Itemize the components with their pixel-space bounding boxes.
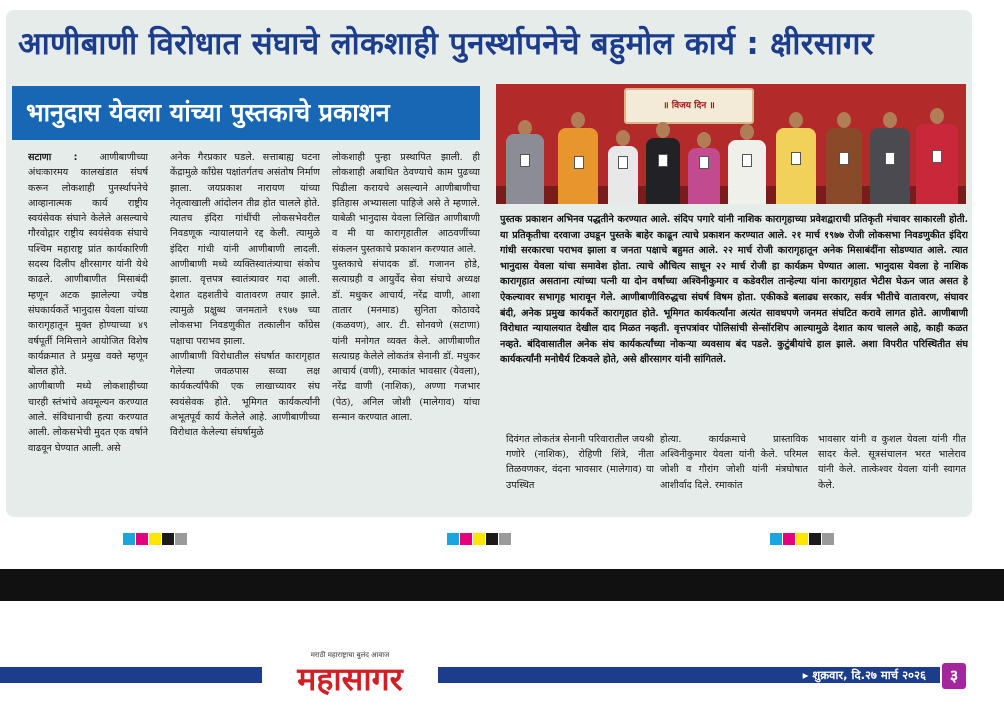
person-9 (870, 108, 910, 204)
person-3 (608, 126, 638, 204)
registration-swatch (175, 533, 187, 545)
registration-swatch (447, 533, 459, 545)
article-column-1 (28, 150, 148, 504)
person-4 (646, 118, 680, 204)
issue-date: ▸ शुक्रवार, दि.२७ मार्च २०२६ (802, 668, 926, 682)
registration-marks (770, 533, 834, 545)
masthead-tagline: मराठी महाराष्ट्राचा बुलंद आवाज (310, 651, 390, 659)
column-1-text: आणीबाणीच्या अंधःकारमय कालखंडात संघर्ष करून लोकशाही पुनर्स्थापनेचे आव्हानात्मक कार्य राष्ट्रीय स्वयंसेवक संघाने केलेले असल्याचे गौरवोद्गार राष्ट्रीय स्वयंसेवक संघाचे पश्चिम महाराष्ट्र प्रांत कार्यकारिणी सदस्य दिलीप क्षीरसागर यांनी येथे काढले. आणीबाणीत मिसाबंदी म्हणून अटक झालेल्या ज्येष्ठ संघकार्यकर्ते भानुदास येवला यांच्या कारागृहातून मुक्त होण्याच्या ४९ वर्षपूर्ती निमित्ताने आयोजित विशेष कार्यक्रमात ते प्रमुख वक्ते म्हणून बोलत होते. आणीबाणी मध्ये लोकशाहीच्या चारही स्तंभांचे अवमूल्यन करण्यात आले. संविधानाची हत्या करण्यात आली. लोकसभेची मुदत एक वर्षाने वाढवून घेण्यात आली. असे (28, 152, 148, 454)
registration-swatch (499, 533, 511, 545)
registration-marks (447, 533, 511, 545)
registration-swatch (136, 533, 148, 545)
photo-caption-text: पुस्तक प्रकाशन अभिनव पद्धतीने करण्यात आले. संदिप पगारे यांनी नाशिक कारागृहाच्या प्रवेशद्वाराची प्रतिकृती मंचावर साकारली होती. या प्रतिकृतीचा दरवाजा उघडून पुस्तके बाहेर काढून त्याचे प्रकाशन करण्यात आले. २१ मार्च १९७७ रोजी लोकसभा निवडणुकीत इंदिरा गांधी सरकारचा पराभव झाला व जनता पक्षाचे बहुमत आले. २२ मार्च रोजी कारागृहातून अनेक मिसाबंदींना सोडण्यात आले. त्यात भानुदास येवला यांचा समावेश होता. त्याचे औचित्य साधून २२ मार्च रोजी हा कार्यक्रम घेण्यात आला. भानुदास येवला हे नाशिक कारागृहात असताना त्यांच्या पत्नी या दोन वर्षांच्या अश्विनीकुमार व कडेवरील तान्हेल्या यांना कारागृहात भेटीस घेऊन जात असत हे ऐकल्यावर सभागृह भारावून गेले. आणीबाणीविरुद्धचा संघर्ष विषम होता. एकीकडे बलाढ्य सरकार, सर्वत्र भीतीचे वातावरण, संघावर बंदी, अनेक प्रमुख कार्यकर्ते कारागृहात होते. भूमिगत कार्यकर्त्यांना अत्यंत सावधपणे जनमत संघटित करावे लागत होते. आणीबाणी विरोधात न्यायालयात देखील दाद मिळत नव्हती. वृत्तपत्रांवर पोलिसांची सेन्सॉरशिप आल्यामुळे देशात काय चालले आहे, काही कळत नव्हते. बंदिवासातील अनेक संघ कार्यकर्त्यांच्या नोकऱ्या व्यवसाय बंद पडले. कुटुंबीयांचे हाल झाले. अशा विपरीत परिस्थितीत संघ कार्यकर्त्यांनी मनोधैर्य टिकवले होते, असे क्षीरसागर यांनी सांगितले. (500, 214, 968, 366)
black-band (0, 569, 1004, 601)
article-column-3: लोकशाही पुन्हा प्रस्थापित झाली. ही लोकशाही अबाधित ठेवण्याचे काम पुढच्या पिढीला करायचे असल्याने आणीबाणीचा इतिहास अभ्यासला पाहिजे असे ते म्हणाले. याबेळी भानुदास येवला लिखित आणीबाणी व मी या कारागृहातील आठवणींच्या संकलन पुस्तकाचे प्रकाशन करण्यात आले. पुस्तकाचे संपादक डॉ. गजानन होडे, सत्याग्रही व आयुर्वेद सेवा संघाचे अध्यक्ष डॉ. मधुकर आचार्य, नरेंद्र वाणी, आशा तातार (मनमाड) सुनिता कोठावदे (कळवण), आर. टी. सोनवणे (सटाणा) यांनी मनोगत व्यक्त केले. आणीबाणीत सत्याग्रह केलेले लोकतंत्र सेनानी डॉ. मधुकर आचार्य (वणी), रमाकांत भावसार (येवला), नरेंद्र वाणी (नाशिक), अण्णा गजभार (पेठ), अनिल जोशी (मालेगाव) यांचा सन्मान करण्यात आला. (332, 152, 480, 424)
masthead-title: महासागर (297, 660, 403, 698)
registration-marks (123, 533, 187, 545)
person-1 (506, 114, 544, 204)
registration-swatch (796, 533, 808, 545)
registration-swatch (149, 533, 161, 545)
registration-swatch (822, 533, 834, 545)
event-photo (496, 84, 966, 204)
registration-swatch (486, 533, 498, 545)
registration-swatch (460, 533, 472, 545)
person-5 (688, 128, 720, 204)
person-2 (558, 108, 598, 204)
person-7 (776, 108, 816, 204)
registration-swatch (783, 533, 795, 545)
registration-swatch (770, 533, 782, 545)
bottom-column-2: होत्या. कार्यक्रमाचे प्रास्ताविक अश्विनीकुमार येवला यांनी केले. परिमल जोशी व गौरांग जोशी यांनी मंत्रघोषात आशीर्वाद दिले. रमाकांत (660, 434, 808, 491)
bottom-column-3: भावसार यांनी व कुशल येवला यांनी गीत सादर केले. सूत्रसंचालन भरत भालेराव यांनी केले. तात्केश्वर येवला यांनी स्वागत केले. (818, 434, 966, 491)
photo-banner: ॥ विजय दिन ॥ (624, 88, 754, 124)
subheadline: भानुदास येवला यांच्या पुस्तकाचे प्रकाशन (12, 86, 480, 140)
dateline: सटाणा : (28, 152, 78, 163)
article-column-2: अनेक गैरप्रकार घडले. सत्ताबाह्य घटना केंद्रामुळे काँग्रेस पक्षांतर्गतच असंतोष निर्माण झाला. जयप्रकाश नारायण यांच्या नेतृत्वाखाली आंदोलन तीव्र होत चालले होते. त्यातच इंदिरा गांधींची लोकसभेवरील निवडणूक न्यायालयाने रद्द केली. त्यामुळे इंदिरा गांधी यांनी आणीबाणी लादली. आणीबाणी मध्ये व्यक्तिस्वातंत्र्याचा संकोच झाला. वृत्तपत्र स्वातंत्र्यावर गदा आली. देशात दहशतीचे वातावरण तयार झाले. त्यामुळे प्रक्षुब्ध जनमताने १९७७ च्या लोकसभा निवडणुकीत तत्कालीन काँग्रेस पक्षाचा पराभव झाला. आणीबाणी विरोधातील संघर्षात कारागृहात गेलेल्या जवळपास सव्वा लक्ष कार्यकर्त्यांपैकी एक लाखाच्यावर संघ स्वयंसेवक होते. भूमिगत कार्यकर्त्यांनी अभूतपूर्व कार्य केलेले आहे. आणीबाणीच्या विरोधात केलेल्या संघर्षामुळे (170, 152, 320, 439)
page-number-badge: ३ (942, 663, 966, 689)
person-10 (916, 104, 958, 204)
masthead-logo (262, 649, 438, 701)
registration-swatch (809, 533, 821, 545)
headline: आणीबाणी विरोधात संघाचे लोकशाही पुनर्स्थापनेचे बहुमोल कार्य : क्षीरसागर (18, 26, 874, 62)
bottom-column-1: दिवंगत लोकतंत्र सेनानी परिवारातील जयश्री गणोरे (नाशिक), रोहिणी शिंत्रे, नीता तिळवणकर, वंदना भावसार (मालेगाव) या उपस्थित (506, 434, 654, 491)
page-footer (0, 647, 1004, 713)
registration-swatch (473, 533, 485, 545)
person-6 (728, 120, 766, 204)
registration-swatch (123, 533, 135, 545)
registration-swatch (162, 533, 174, 545)
person-8 (826, 108, 862, 204)
